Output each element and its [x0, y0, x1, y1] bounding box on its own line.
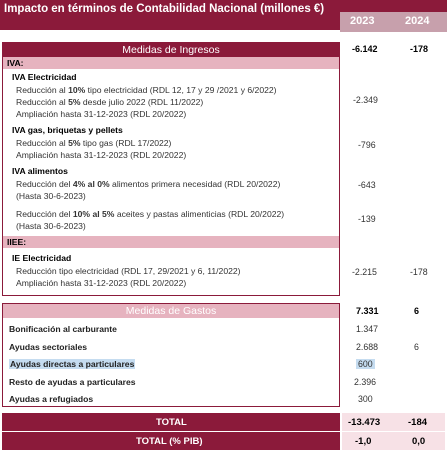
total-pib-2024: 0,0 — [412, 436, 426, 447]
iva-alimentos-2023-b: -139 — [358, 214, 376, 224]
iva-gas-2023: -796 — [358, 140, 376, 150]
table-title: Impacto en términos de Contabilidad Nacional (millones €) — [4, 3, 325, 15]
gastos-total-2023: 7.331 — [356, 306, 379, 316]
total-pib-2023: -1,0 — [355, 436, 372, 447]
ie-electricidad-line1: Reducción tipo electricidad (RDL 17, 29/2021 y 6, 11/2022) — [16, 266, 241, 276]
iva-alimentos-line4: (Hasta 30-6-2023) — [16, 221, 86, 231]
iva-gas-title: IVA gas, briquetas y pellets — [12, 125, 123, 135]
ingresos-total-2023: -6.142 — [352, 44, 378, 54]
iva-electricidad-title: IVA Electricidad — [12, 72, 77, 82]
gastos-row-label: Ayudas sectoriales — [9, 342, 88, 352]
iiee-bar — [3, 236, 339, 248]
iiee-label: IIEE: — [7, 237, 27, 247]
total-pib-label: TOTAL (% PIB) — [136, 436, 203, 447]
ingresos-heading: Medidas de Ingresos — [122, 44, 220, 56]
iva-electricidad-line3: Ampliación hasta 31-12-2023 (RDL 20/2022) — [16, 109, 187, 119]
gastos-row-label-highlighted: Ayudas directas a particulares — [10, 359, 135, 369]
gastos-row-2023-highlighted: 600 — [358, 359, 373, 369]
iva-alimentos-line2: (Hasta 30-6-2023) — [16, 191, 86, 201]
ie-electricidad-2024: -178 — [410, 267, 428, 277]
iva-electricidad-line2: Reducción al 5% desde julio 2022 (RDL 11/2022) — [16, 97, 204, 107]
gastos-total-2024: 6 — [414, 306, 420, 316]
gastos-row-2023: 2.396 — [354, 377, 377, 387]
total-2024: -184 — [408, 417, 428, 428]
ie-electricidad-2023: -2.215 — [352, 267, 377, 277]
gastos-row-2024: 6 — [414, 342, 419, 352]
iva-bar — [3, 57, 339, 69]
gastos-box — [2, 303, 340, 407]
iva-alimentos-title: IVA alimentos — [12, 166, 68, 176]
total-label: TOTAL — [156, 417, 187, 428]
iva-alimentos-line1: Reducción del 4% al 0% alimentos primera necesidad (RDL 20/2022) — [16, 179, 281, 189]
ie-electricidad-title: IE Electricidad — [12, 253, 72, 263]
gastos-row-2023: 1.347 — [356, 324, 379, 334]
iva-alimentos-line3: Reducción del 10% al 5% aceites y pastas alimenticias (RDL 20/2022) — [16, 209, 285, 219]
iva-gas-line2: Ampliación hasta 31-12-2023 (RDL 20/2022) — [16, 150, 187, 160]
iva-electricidad-line1: Reducción al 10% tipo electricidad (RDL 12, 17 y 29 /2021 y 6/2022) — [16, 85, 277, 95]
column-2024-header: 2024 — [405, 15, 430, 27]
gastos-row-label: Bonificación al carburante — [9, 324, 117, 334]
gastos-row-2023: 2.688 — [356, 342, 379, 352]
gastos-row-2023: 300 — [358, 394, 373, 404]
column-2023-header: 2023 — [350, 15, 375, 27]
total-2023: -13.473 — [348, 417, 381, 428]
iva-alimentos-2023-a: -643 — [358, 180, 376, 190]
iva-gas-line1: Reducción al 5% tipo gas (RDL 17/2022) — [16, 138, 172, 148]
ie-electricidad-line2: Ampliación hasta 31-12-2023 (RDL 20/2022) — [16, 278, 187, 288]
gastos-row-label: Ayudas a refugiados — [9, 394, 94, 404]
iva-electricidad-2023: -2.349 — [353, 95, 378, 105]
iva-label: IVA: — [7, 58, 24, 68]
gastos-row-label: Resto de ayudas a particulares — [9, 377, 136, 387]
gastos-heading: Medidas de Gastos — [125, 305, 217, 317]
ingresos-total-2024: -178 — [410, 44, 429, 54]
